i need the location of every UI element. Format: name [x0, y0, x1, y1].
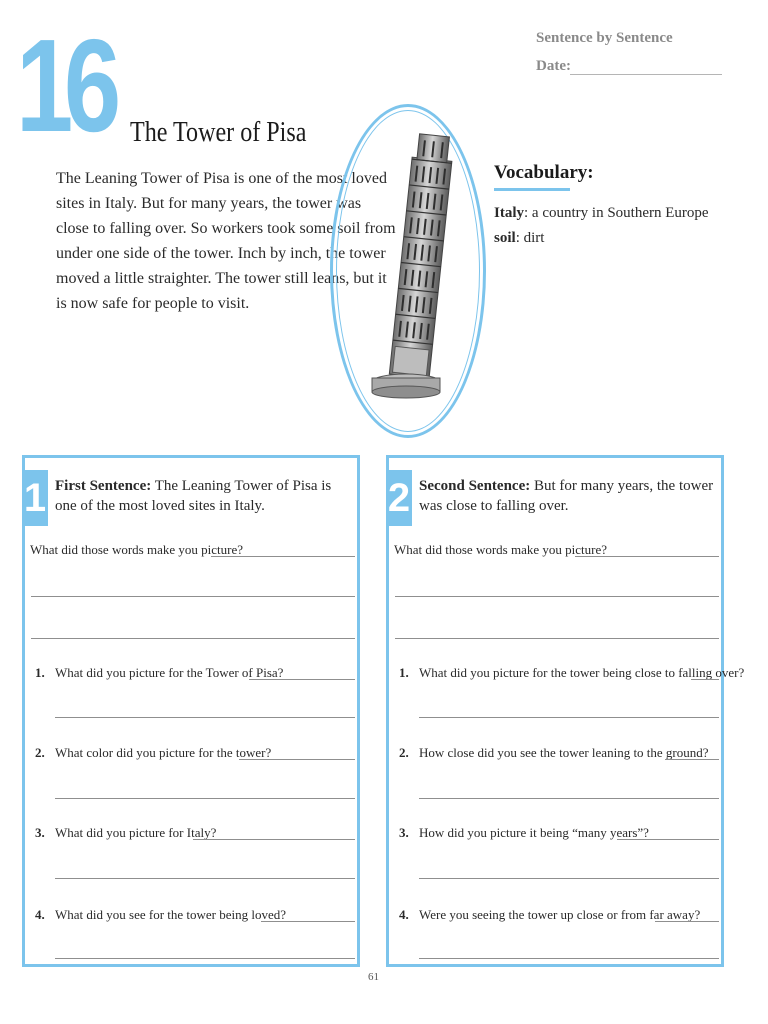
vocabulary-term: Italy [494, 205, 524, 221]
question-text: How close did you see the tower leaning to the ground? [419, 745, 709, 760]
answer-line[interactable] [31, 596, 355, 597]
passage-line: is now safe for people to visit. [56, 295, 250, 312]
series-name: Sentence by Sentence [536, 30, 673, 46]
date-write-line[interactable] [570, 74, 722, 75]
sentence-label: First Sentence: [55, 478, 152, 494]
question-text: What did you picture for the Tower of Pisa? [55, 665, 284, 680]
passage-line: moved a little straighter. The tower still leans, but it [56, 270, 387, 287]
answer-line[interactable] [655, 921, 719, 922]
question-number: 1. [399, 665, 409, 680]
question-number: 4. [399, 907, 409, 922]
question-number: 3. [35, 825, 45, 840]
vocabulary-definition: : a country in Southern Europe [524, 205, 709, 221]
answer-line[interactable] [55, 958, 355, 959]
question-text: How did you picture it being “many years”? [419, 825, 649, 840]
answer-line[interactable] [193, 839, 355, 840]
answer-line[interactable] [211, 556, 355, 557]
picture-prompt: What did those words make you picture? [394, 542, 607, 557]
question-item [399, 825, 649, 841]
vocabulary-underline [494, 188, 570, 191]
question-text: What did you see for the tower being loved? [55, 907, 287, 922]
question-item [35, 825, 216, 841]
panel-number-badge: 2 [386, 470, 412, 526]
question-number: 1. [35, 665, 45, 680]
question-item [399, 745, 709, 761]
question-number: 4. [35, 907, 45, 922]
vocabulary-heading: Vocabulary: [494, 162, 594, 183]
sentence-label: Second Sentence: [419, 478, 531, 494]
answer-line[interactable] [55, 798, 355, 799]
question-item [35, 665, 283, 681]
sentence-panel-2 [386, 455, 745, 967]
panel-number-badge: 1 [22, 470, 48, 526]
vocabulary-item [494, 230, 544, 247]
reading-passage [56, 166, 396, 316]
answer-line[interactable] [419, 798, 719, 799]
page-title: The Tower of Pisa [130, 117, 307, 148]
vocabulary-item [494, 205, 709, 222]
question-number: 3. [399, 825, 409, 840]
date-label: Date: [536, 58, 571, 74]
lesson-number: 16 [16, 12, 112, 159]
sentence-panel-1 [22, 455, 360, 967]
vocabulary-term: soil [494, 230, 516, 246]
answer-line[interactable] [395, 596, 719, 597]
answer-line[interactable] [55, 878, 355, 879]
answer-line[interactable] [617, 839, 719, 840]
passage-line: sites in Italy. But for many years, the tower was [56, 195, 362, 212]
question-text: What color did you picture for the tower? [55, 745, 272, 760]
answer-line[interactable] [419, 878, 719, 879]
vocabulary-definition: : dirt [515, 230, 545, 246]
passage-line: The Leaning Tower of Pisa is one of the most loved [56, 170, 387, 187]
question-number: 2. [399, 745, 409, 760]
question-text: What did you picture for the tower being close to falling over? [419, 665, 745, 680]
answer-line[interactable] [665, 759, 719, 760]
question-text: Were you seeing the tower up close or from far away? [419, 907, 701, 922]
question-item [35, 907, 286, 923]
answer-line[interactable] [239, 759, 355, 760]
sentence-text: But for many years, the tower was close to falling over. [419, 478, 714, 514]
question-item [35, 745, 271, 761]
passage-line: under one side of the tower. Inch by inch, the tower [56, 245, 386, 262]
question-number: 2. [35, 745, 45, 760]
question-text: What did you picture for Italy? [55, 825, 217, 840]
leaning-tower-illustration [364, 128, 454, 398]
panel-sentence [55, 476, 355, 516]
panel-sentence [419, 476, 719, 516]
answer-line[interactable] [419, 717, 719, 718]
sentence-text: The Leaning Tower of Pisa is one of the most loved sites in Italy. [55, 478, 332, 514]
picture-prompt: What did those words make you picture? [30, 542, 243, 557]
answer-line[interactable] [575, 556, 719, 557]
answer-line[interactable] [55, 717, 355, 718]
answer-line[interactable] [31, 638, 355, 639]
answer-line[interactable] [395, 638, 719, 639]
answer-line[interactable] [691, 679, 719, 680]
passage-line: close to falling over. So workers took some soil from [56, 220, 396, 237]
answer-line[interactable] [261, 921, 355, 922]
page-number: 61 [368, 971, 379, 983]
answer-line[interactable] [419, 958, 719, 959]
answer-line[interactable] [249, 679, 355, 680]
